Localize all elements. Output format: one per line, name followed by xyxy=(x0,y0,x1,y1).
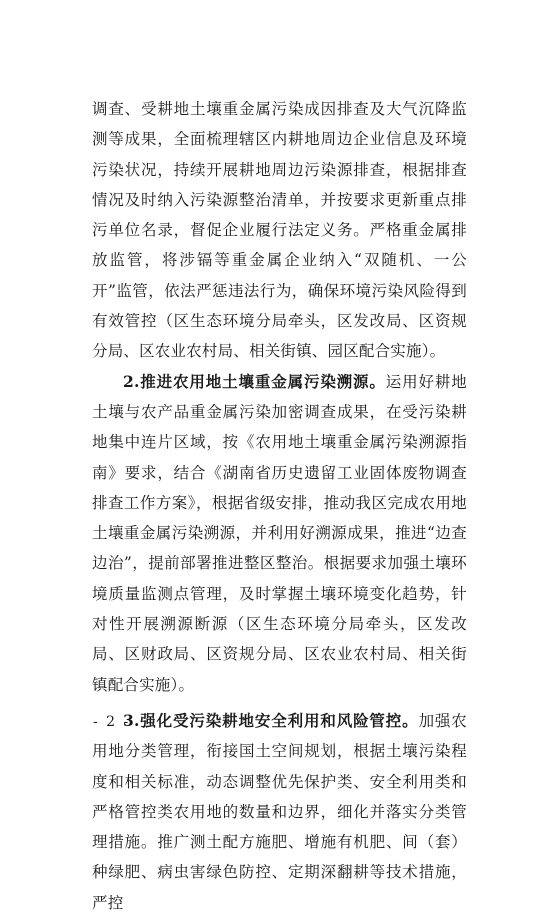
document-body xyxy=(92,94,467,918)
paragraph-1-text: 调查、受耕地土壤重金属污染成因排查及大气沉降监测等成果，全面梳理辖区内耕地周边企业信息及环境污染状况，持续开展耕地周边污染源排查，根据排查情况及时纳入污染源整治清单，并按要求更新重点排污单位名录，督促企业履行法定义务。严格重金属排放监管，将涉镉等重金属企业纳入“双随机、一公开”监管，依法严惩违法行为，确保环境污染风险得到有效管控（区生态环境分局牵头，区发改局、区资规分局、区农业农村局、相关街镇、园区配合实施）。 xyxy=(92,100,467,361)
paragraph-3 xyxy=(92,706,467,918)
page-number: - 2 - xyxy=(93,714,131,730)
paragraph-2-text: 运用好耕地土壤与农产品重金属污染加密调查成果，在受污染耕地集中连片区域，按《农用地土壤重金属污染溯源指南》要求，结合《湖南省历史遗留工业固体废物调查排查工作方案》，根据省级安排，推动我区完成农用地土壤重金属污染溯源，并利用好溯源成果，推进“边查边治”，提前部署推进整区整治。根据要求加强土壤环境质量监测点管理，及时掌握土壤环境变化趋势，针对性开展溯源断源（区生态环境分局牵头，区发改局、区财政局、区资规分局、区农业农村局、相关街镇配合实施）。 xyxy=(92,372,467,694)
paragraph-3-text: 加强农用地分类管理，衔接国土空间规划，根据土壤污染程度和相关标准，动态调整优先保护类、安全利用类和严格管控类农用地的数量和边界，细化并落实分类管理措施。推广测土配方施肥、增施有机肥、间（套）种绿肥、病虫害绿色防控、定期深翻耕等技术措施，严控 xyxy=(92,711,468,912)
paragraph-2-heading: 2.推进农用地土壤重金属污染溯源。 xyxy=(123,371,386,391)
paragraph-1 xyxy=(92,94,467,367)
paragraph-3-heading: 3.强化受污染耕地安全利用和风险管控。 xyxy=(123,710,419,730)
paragraph-2 xyxy=(92,367,467,700)
